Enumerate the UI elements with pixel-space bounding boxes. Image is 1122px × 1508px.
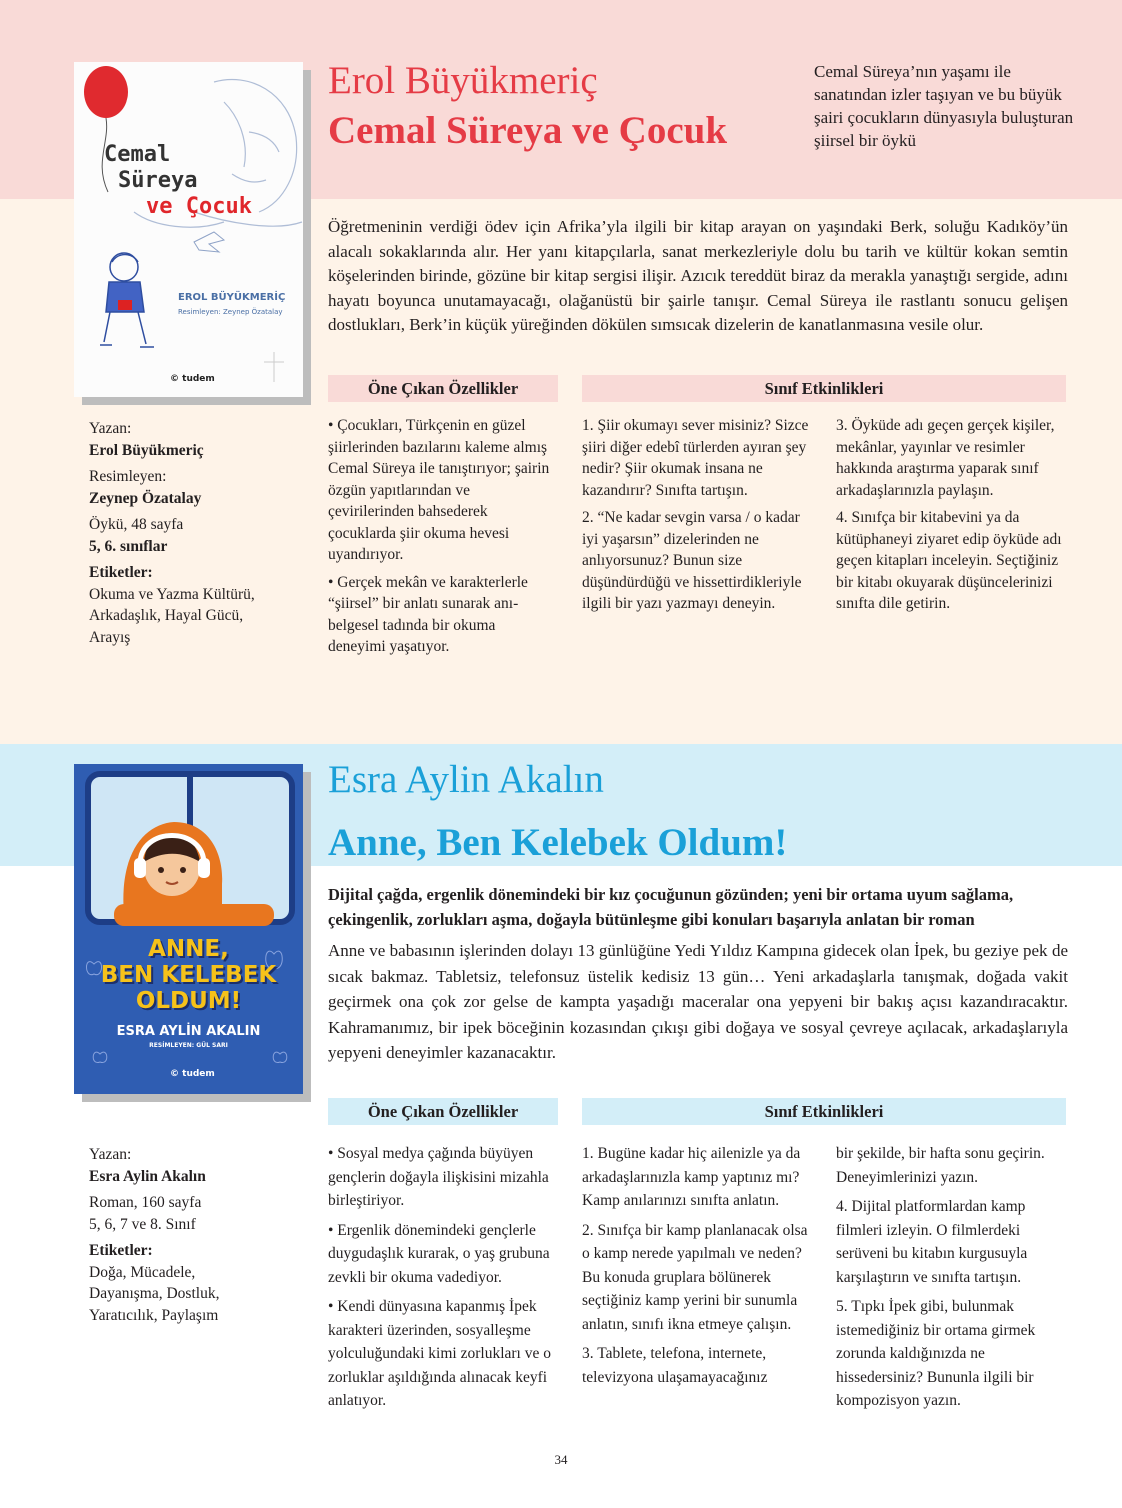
- book1-meta-illustrator-name: Zeynep Özatalay: [89, 489, 202, 507]
- book1-activity-item: 3. Öyküde adı geçen gerçek kişiler, mekânlar, yayınlar ve resimler hakkında araştırma yaparak sınıf arkadaşlarınızla paylaşın.: [836, 417, 1055, 499]
- book1-feature-item: • Çocukları, Türkçenin en güzel şiirlerinden bazılarını kaleme almış Cemal Süreya ile tanıştırıyor; şairin özgün yapıtlarından ve çevirilerinden bahsederek çocuklarda şiir okuma hevesi uyandırıyor.: [328, 417, 550, 563]
- book2-activity-item: 4. Dijital platformlardan kamp filmleri izleyin. O filmlerdeki serüveni bu kitabın kurgusuyla karşılaştırın ve sınıfta tartışın.: [836, 1198, 1028, 1286]
- book1-activities-header: Sınıf Etkinlikleri: [582, 375, 1066, 402]
- book2-title-heading: Anne, Ben Kelebek Oldum!: [328, 821, 788, 864]
- butterfly-icon: [93, 1052, 107, 1062]
- book2-activity-item: 3. Tablete, telefona, internete, televizyona ulaşamayacağınız: [582, 1345, 768, 1386]
- book1-activity-item: 2. “Ne kadar sevgin varsa / o kadar iyi yaşarsın” dizelerinden ne anlıyorsunuz? Bunun size düşündürdüğü ve hissettirdikleriyle ilgili bir yazı yazmayı deneyin.: [582, 509, 802, 612]
- book2-summary: Anne ve babasının işlerinden dolayı 13 günlüğüne Yedi Yıldız Kampına gidecek olan İpek, bu geziye pek de sıcak bakmaz. Tabletsiz, telefonsuz üstelik kedisiz 13 gün… Yeni arkadaşlarla tanışmak, doğada vakit geçirmek ona çok zor gelse de kampta yaşadığı maceralar ona yepyeni bir bakış açısı kazandıracaktır. Kahramanımız, bir ipek böceğinin kozasından çıkışı gibi doğaya ve sosyal çevreye açılacak, arkadaşlarıyla yepyeni deneyimler kazanacaktır.: [328, 941, 1068, 1062]
- book1-meta: [89, 418, 289, 648]
- book1-cover-illustrator: Resimleyen: Zeynep Özatalay: [178, 308, 283, 316]
- book1-cover-author: EROL BÜYÜKMERİÇ: [178, 292, 286, 303]
- book2-activities-col1: [582, 1142, 812, 1395]
- book2-activity-item: 2. Sınıfça bir kamp planlanacak olsa o kamp nerede yapılmalı ve neden? Bu konuda gruplara bölünerek seçtiğiniz kamp yerini bir sunumla anlatın, sınıfı ikna etmeye çalışın.: [582, 1221, 808, 1333]
- book2-feature-item: • Kendi dünyasına kapanmış İpek karakteri üzerinden, sosyalleşme yolculuğundaki kimi zorlukları ve o zorluklar aşıldığında alınacak keyfi anlatıyor.: [328, 1298, 551, 1409]
- book1-meta-tags: Okuma ve Yazma Kültürü, Arkadaşlık, Hayal Gücü, Arayış: [89, 585, 255, 646]
- book2-cover-illustrator: RESİMLEYEN: GÜL SARI: [149, 1042, 228, 1049]
- book2-cover-publisher: © tudem: [170, 1069, 215, 1079]
- book2-meta-format: Roman, 160 sayfa: [89, 1194, 202, 1211]
- book1-meta-illustrator-label: Resimleyen:: [89, 468, 167, 485]
- book1-cover-publisher-name: tudem: [182, 374, 215, 384]
- book1-activities-col1: [582, 415, 812, 621]
- book1-cover-title: [104, 142, 252, 220]
- book2-activity-item: 5. Tıpkı İpek gibi, bulunmak istemediğiniz bir ortama girmek zorunda kaldığınızda ne hissedersiniz? Bununla ilgili bir kompozisyon yazın.: [836, 1298, 1036, 1409]
- book2-activities-header: Sınıf Etkinlikleri: [582, 1098, 1066, 1125]
- book2-features: [328, 1142, 553, 1419]
- book1-author-heading: Erol Büyükmeriç: [328, 59, 598, 102]
- book1-cover-publisher: © tudem: [170, 374, 215, 384]
- book2-cover-publisher-name: tudem: [182, 1069, 215, 1079]
- book1-meta-author-name: Erol Büyükmeriç: [89, 441, 204, 459]
- book1-cover-title-line1: Cemal: [104, 142, 171, 167]
- book1-summary: Öğretmeninin verdiği ödev için Afrika’yla ilgili bir kitap arayan on yaşındaki Berk, soluğu Kadıköy’ün alacalı sokaklarında alır. Her yanı kitapçılarla, sanat merkezleriyle dolu bu tarih ve kültür kokan semtin köşelerinden birinde, gözüne bir kitap sergisi ilişir. Azıcık tereddüt biraz da merakla yanaştığı sergide, adını hayatı boyunca unutamayacağı, olağanüstü bir şairle tanışır. Cemal Süreya ile rastlantı sonucu gelişen dostlukları, Berk’in küçük yüreğinden dökülen sımsıcak dizelerin de kanatlanmasına vesile olur.: [328, 217, 1068, 334]
- book1-cover: [74, 62, 303, 397]
- book2-cover-title: [74, 936, 303, 1014]
- book1-meta-author-label: Yazan:: [89, 420, 132, 437]
- book1-meta-format: Öykü, 48 sayfa: [89, 516, 184, 533]
- book2-activity-item: 1. Bugüne kadar hiç ailenizle ya da arkadaşlarınızla kamp yaptınız mı? Kamp anılarınızı sınıfta anlatın.: [582, 1145, 801, 1209]
- book2-cover-title-line2: BEN KELEBEK: [100, 962, 277, 988]
- book1-activity-item: 1. Şiir okumayı sever misiniz? Sizce şiiri diğer edebî türlerden ayıran şey nedir? Şiir okumak insana ne kazandırır? Sınıfta tartışın.: [582, 417, 809, 499]
- book1-cover-title-line2: Süreya: [118, 168, 198, 193]
- book1-title-heading: Cemal Süreya ve Çocuk: [328, 109, 728, 152]
- book2-meta-tags: Doğa, Mücadele, Dayanışma, Dostluk, Yaratıcılık, Paylaşım: [89, 1263, 220, 1324]
- book1-meta-grades: 5, 6. sınıflar: [89, 537, 168, 555]
- book1-meta-tags-label: Etiketler:: [89, 564, 153, 581]
- book2-lead: Dijital çağda, ergenlik dönemindeki bir kız çocuğunun gözünden; yeni bir ortama uyum sağlama, çekingenlik, zorlukları aşma, doğayla bütünleşme gibi konuları başarıyla anlatan bir roman: [328, 885, 1014, 929]
- book2-meta-grades: 5, 6, 7 ve 8. Sınıf: [89, 1215, 196, 1233]
- book1-cover-title-line3: ve Çocuk: [146, 194, 252, 219]
- book2-meta-tags-label: Etiketler:: [89, 1242, 153, 1259]
- book1-features-header: Öne Çıkan Özellikler: [328, 375, 558, 402]
- book1-feature-item: • Gerçek mekân ve karakterlerle “şiirsel” bir anlatı sunarak anı-belgesel tadında bir okuma deneyimi yaşatıyor.: [328, 573, 528, 655]
- book1-features: [328, 415, 553, 664]
- book2-meta-author-name: Esra Aylin Akalın: [89, 1167, 206, 1185]
- book1-cover-illustration: [74, 62, 303, 397]
- page-number: 34: [554, 1452, 568, 1467]
- butterfly-icon: [273, 1052, 287, 1062]
- book2-feature-item: • Ergenlik dönemindeki gençlerle duygudaşlık kurarak, o yaş grubuna zevkli bir okuma vadediyor.: [328, 1221, 550, 1286]
- book2-meta: [89, 1144, 289, 1326]
- book2-meta-author-label: Yazan:: [89, 1146, 132, 1163]
- balloon-icon: [84, 66, 128, 118]
- book2-cover-title-line1: ANNE,: [148, 936, 229, 962]
- book2-feature-item: • Sosyal medya çağında büyüyen gençlerin doğayla ilişkisini mizahla birleştiriyor.: [328, 1145, 549, 1209]
- book2-cover-author: ESRA AYLİN AKALIN: [116, 1024, 261, 1039]
- book2-author-heading: Esra Aylin Akalın: [328, 758, 604, 801]
- book2-activities-col2: [836, 1142, 1066, 1419]
- book2-cover-title-line3: OLDUM!: [135, 988, 242, 1014]
- book2-activity-item: bir şekilde, bir hafta sonu geçirin. Deneyimlerinizi yazın.: [836, 1145, 1045, 1186]
- book2-features-header: Öne Çıkan Özellikler: [328, 1098, 558, 1125]
- book1-activities-col2: [836, 415, 1066, 621]
- book1-tagline: Cemal Süreya’nın yaşamı ile sanatından izler taşıyan ve bu büyük şairi çocukların dünyasıyla buluşturan şiirsel bir öykü: [814, 62, 1074, 150]
- book2-cover: [74, 764, 303, 1094]
- book1-activity-item: 4. Sınıfça bir kitabevini ya da kütüphaneyi ziyaret edip öyküde adı geçen kitapları inceleyin. Seçtiğiniz bir kitabı okuyarak düşüncelerinizi sınıfta dile getirin.: [836, 509, 1062, 612]
